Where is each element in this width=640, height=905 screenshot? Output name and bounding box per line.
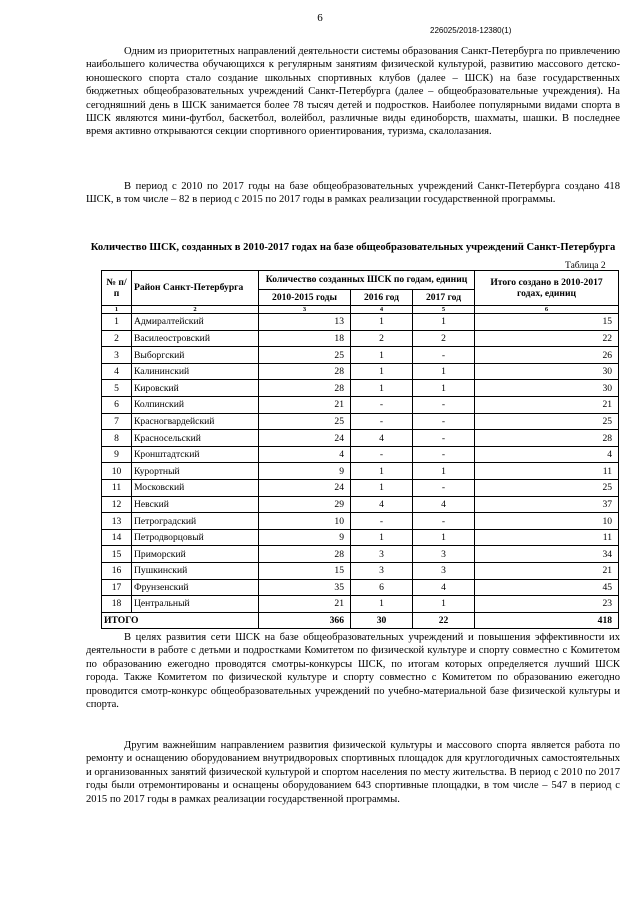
count-total: 11	[475, 463, 619, 480]
header-district: Район Санкт-Петербурга	[132, 271, 259, 306]
column-numbers-row	[102, 306, 619, 314]
count-2010-2015: 21	[259, 596, 351, 613]
total-row	[102, 612, 619, 629]
school-sports-clubs-table	[101, 270, 619, 629]
row-number: 12	[102, 496, 132, 513]
count-2017: 1	[413, 529, 475, 546]
count-2017: 1	[413, 363, 475, 380]
count-2017: 4	[413, 496, 475, 513]
count-total: 11	[475, 529, 619, 546]
count-2010-2015: 35	[259, 579, 351, 596]
district-name: Калининский	[132, 363, 259, 380]
count-2016: -	[351, 446, 413, 463]
total-2016: 30	[351, 612, 413, 629]
row-number: 2	[102, 330, 132, 347]
count-2010-2015: 25	[259, 347, 351, 364]
count-2010-2015: 9	[259, 463, 351, 480]
district-name: Петроградский	[132, 513, 259, 530]
district-name: Василеостровский	[132, 330, 259, 347]
document-id: 226025/2018-12380(1)	[430, 26, 512, 35]
count-2010-2015: 13	[259, 314, 351, 331]
count-2010-2015: 25	[259, 413, 351, 430]
row-number: 7	[102, 413, 132, 430]
row-number: 10	[102, 463, 132, 480]
count-2016: -	[351, 413, 413, 430]
count-2017: 1	[413, 596, 475, 613]
paragraph-playgrounds: Другим важнейшим направлением развития физической культуры и массового спорта является работа по ремонту и оснащению оборудованием внутридворовых спортивных площадок для круглогодичных самостоятельных и организованных занятий физической культурой и спортом населения по месту жительства. В период с 2010 по 2017 годы были отремонтированы и оснащены оборудованием 643 спортивные площадки, в том числе – 547 в период с 2015 по 2017 годы в рамках реализации государственной программы.	[86, 740, 620, 805]
count-2017: 3	[413, 563, 475, 580]
header-number: № п/п	[102, 271, 132, 306]
count-2010-2015: 24	[259, 430, 351, 447]
row-number: 18	[102, 596, 132, 613]
count-total: 21	[475, 397, 619, 414]
count-total: 23	[475, 596, 619, 613]
count-2010-2015: 28	[259, 546, 351, 563]
district-name: Приморский	[132, 546, 259, 563]
row-number: 4	[102, 363, 132, 380]
district-name: Центральный	[132, 596, 259, 613]
district-name: Колпинский	[132, 397, 259, 414]
count-2017: 1	[413, 380, 475, 397]
count-2016: 1	[351, 480, 413, 497]
table-row	[102, 496, 619, 513]
count-2016: 1	[351, 363, 413, 380]
count-2017: -	[413, 480, 475, 497]
table-row	[102, 579, 619, 596]
paragraph-intro: Одним из приоритетных направлений деятельности системы образования Санкт-Петербурга по привлечению наибольшего количества обучающихся к регулярным занятиям физической культурой, развитию массового детско-юношеского спорта стало создание школьных спортивных клубов (далее – ШСК) на базе государственных бюджетных общеобразовательных учреждений Санкт-Петербурга (далее – общеобразовательные учреждения). На сегодняшний день в ШСК занимается более 78 тысяч детей и подростков. Наиболее популярными видами спорта в ШСК являются мини-футбол, баскетбол, волейбол, различные виды единоборств, шахматы, шашки. В последнее время активно открываются секции спортивного ориентирования, туризма, скалолазания.	[86, 46, 620, 138]
count-2016: 3	[351, 546, 413, 563]
count-total: 25	[475, 480, 619, 497]
table-row	[102, 463, 619, 480]
count-2010-2015: 28	[259, 363, 351, 380]
count-2016: 1	[351, 596, 413, 613]
count-total: 28	[475, 430, 619, 447]
count-total: 45	[475, 579, 619, 596]
column-number: 1	[102, 306, 132, 314]
count-2017: -	[413, 446, 475, 463]
row-number: 3	[102, 347, 132, 364]
table-row	[102, 413, 619, 430]
row-number: 15	[102, 546, 132, 563]
count-2016: 1	[351, 529, 413, 546]
district-name: Красносельский	[132, 430, 259, 447]
row-number: 17	[102, 579, 132, 596]
table-row	[102, 480, 619, 497]
count-2016: 3	[351, 563, 413, 580]
paragraph-contests: В целях развития сети ШСК на базе общеобразовательных учреждений и повышения эффективности их деятельности в работе с детьми и подростками Комитетом по физической культуре и спорту совместно с Комитетом по образованию ежегодно проводятся смотры-конкурсы ШСК, по итогам которых определяется лучший ШСК города. Также Комитетом по физической культуре и спорту совместно с Комитетом по образованию ежегодно проводится смотр-конкурс общеобразовательных учреждений по учебно-материальной базе физической культуры и спорта.	[86, 632, 620, 711]
count-2016: 4	[351, 430, 413, 447]
count-2017: -	[413, 430, 475, 447]
paragraph-summary: В период с 2010 по 2017 годы на базе общеобразовательных учреждений Санкт-Петербурга создано 418 ШСК, в том числе – 82 в период с 2015 по 2017 годы в рамках реализации государственной программы.	[86, 181, 620, 206]
table-row	[102, 546, 619, 563]
row-number: 8	[102, 430, 132, 447]
row-number: 5	[102, 380, 132, 397]
count-2016: 1	[351, 347, 413, 364]
row-number: 9	[102, 446, 132, 463]
page-number: 6	[317, 12, 323, 24]
column-number: 4	[351, 306, 413, 314]
count-2017: 4	[413, 579, 475, 596]
district-name: Невский	[132, 496, 259, 513]
count-2016: 6	[351, 579, 413, 596]
count-2010-2015: 28	[259, 380, 351, 397]
count-2010-2015: 9	[259, 529, 351, 546]
header-total: Итого создано в 2010-2017 годах, единиц	[475, 271, 619, 306]
count-total: 30	[475, 380, 619, 397]
total-label: ИТОГО	[102, 612, 259, 629]
table-row	[102, 446, 619, 463]
row-number: 14	[102, 529, 132, 546]
count-2017: -	[413, 347, 475, 364]
row-number: 11	[102, 480, 132, 497]
table-row	[102, 397, 619, 414]
count-2016: 1	[351, 463, 413, 480]
table-row	[102, 347, 619, 364]
table-row	[102, 380, 619, 397]
count-total: 10	[475, 513, 619, 530]
total-2010-2015: 366	[259, 612, 351, 629]
table-label: Таблица 2	[565, 261, 606, 271]
count-total: 30	[475, 363, 619, 380]
table-row	[102, 596, 619, 613]
count-2017: 2	[413, 330, 475, 347]
total-overall: 418	[475, 612, 619, 629]
count-2010-2015: 29	[259, 496, 351, 513]
header-2016: 2016 год	[351, 289, 413, 306]
table-row	[102, 330, 619, 347]
table-row	[102, 314, 619, 331]
district-name: Кронштадтский	[132, 446, 259, 463]
count-2016: 2	[351, 330, 413, 347]
district-name: Московский	[132, 480, 259, 497]
count-2017: 1	[413, 314, 475, 331]
count-2010-2015: 24	[259, 480, 351, 497]
count-2016: 4	[351, 496, 413, 513]
total-2017: 22	[413, 612, 475, 629]
count-2016: 1	[351, 314, 413, 331]
count-total: 37	[475, 496, 619, 513]
count-2010-2015: 18	[259, 330, 351, 347]
row-number: 16	[102, 563, 132, 580]
district-name: Курортный	[132, 463, 259, 480]
header-by-years: Количество созданных ШСК по годам, единиц	[259, 271, 475, 290]
row-number: 1	[102, 314, 132, 331]
count-total: 26	[475, 347, 619, 364]
count-total: 15	[475, 314, 619, 331]
table-row	[102, 563, 619, 580]
count-2017: 3	[413, 546, 475, 563]
header-2017: 2017 год	[413, 289, 475, 306]
district-name: Пушкинский	[132, 563, 259, 580]
table-row	[102, 363, 619, 380]
count-2017: -	[413, 513, 475, 530]
district-name: Петродворцовый	[132, 529, 259, 546]
count-2016: -	[351, 513, 413, 530]
count-total: 25	[475, 413, 619, 430]
district-name: Адмиралтейский	[132, 314, 259, 331]
count-2017: 1	[413, 463, 475, 480]
table-caption: Количество ШСК, созданных в 2010-2017 годах на базе общеобразовательных учреждений Санкт-Петербурга	[90, 242, 616, 253]
count-2010-2015: 4	[259, 446, 351, 463]
table-row	[102, 430, 619, 447]
count-2010-2015: 15	[259, 563, 351, 580]
count-2016: 1	[351, 380, 413, 397]
district-name: Красногвардейский	[132, 413, 259, 430]
table-row	[102, 513, 619, 530]
row-number: 6	[102, 397, 132, 414]
count-total: 4	[475, 446, 619, 463]
district-name: Фрунзенский	[132, 579, 259, 596]
district-name: Выборгский	[132, 347, 259, 364]
header-2010-2015: 2010-2015 годы	[259, 289, 351, 306]
count-2017: -	[413, 413, 475, 430]
row-number: 13	[102, 513, 132, 530]
column-number: 6	[475, 306, 619, 314]
count-total: 22	[475, 330, 619, 347]
district-name: Кировский	[132, 380, 259, 397]
column-number: 2	[132, 306, 259, 314]
column-number: 5	[413, 306, 475, 314]
count-2016: -	[351, 397, 413, 414]
count-total: 21	[475, 563, 619, 580]
count-total: 34	[475, 546, 619, 563]
count-2017: -	[413, 397, 475, 414]
count-2010-2015: 21	[259, 397, 351, 414]
column-number: 3	[259, 306, 351, 314]
count-2010-2015: 10	[259, 513, 351, 530]
table-row	[102, 529, 619, 546]
